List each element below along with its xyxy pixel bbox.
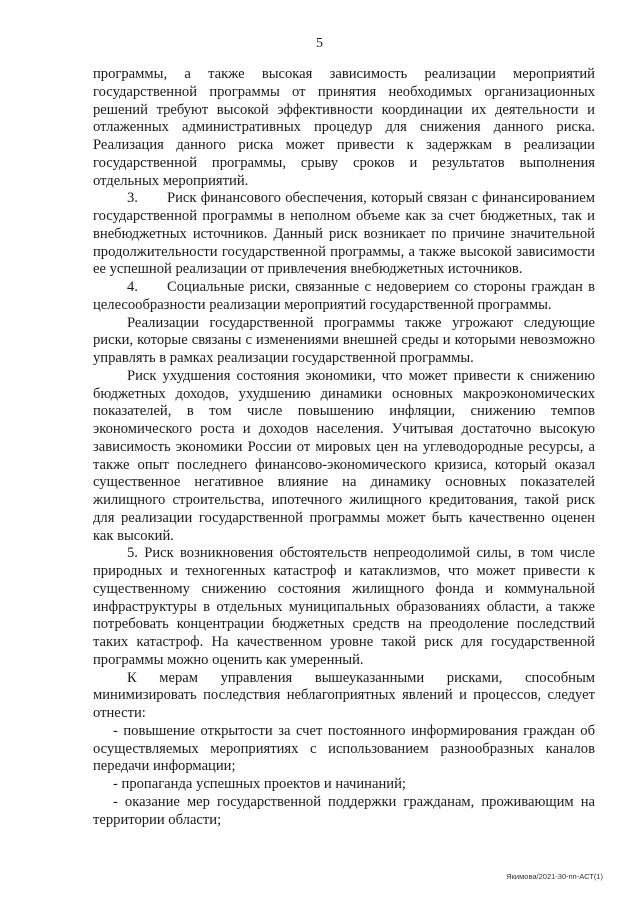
paragraph-text: Социальные риски, связанные с недоверием со стороны граждан в целесообразности реализации мероприятий государственной программы. (93, 279, 595, 313)
document-body (93, 66, 595, 829)
paragraph-risk-4 (93, 279, 595, 315)
item-number: 4. (127, 279, 138, 295)
paragraph-external-risks: Реализации государственной программы также угрожают следующие риски, которые связаны с изменениями внешней среды и которыми невозможно управлять в рамках реализации государственной программы. (93, 314, 595, 366)
paragraph-text: Риск финансового обеспечения, который связан с финансированием государственной программы в неполном объеме как за счет бюджетных, так и внебюджетных источников. Данный риск возникает по причине значительной продолжительности государственной программы, а также высокой зависимости ее успешной реализации от привлечения внебюджетных источников. (93, 190, 595, 278)
list-item-openness: - повышение открытости за счет постоянного информирования граждан об осуществляемых мероприятиях с использованием разнообразных каналов передачи информации; (93, 722, 595, 775)
list-item-state-support: - оказание мер государственной поддержки гражданам, проживающим на территории области; (93, 793, 595, 828)
paragraph-economy-risk: Риск ухудшения состояния экономики, что может привести к снижению бюджетных доходов, ухудшению динамики основных макроэкономических показателей, в том числе повышению инфляции, снижению темпов экономического роста и доходов населения. Учитывая достаточно высокую зависимость экономики России от мировых цен на углеводородные ресурсы, а также опыт последнего финансово-экономического кризиса, который оказал существенное негативное влияние на динамику основных показателей жилищного строительства, ипотечного жилищного кредитования, такой риск для реализации государственной программы может быть качественно оценен как высокий. (93, 367, 595, 544)
page-number: 5 (316, 36, 323, 51)
list-item-promotion: - пропаганда успешных проектов и начинаний; (113, 776, 406, 792)
paragraph-risk-measures: К мерам управления вышеуказанными рисками, способным минимизировать последствия неблагоприятных явлений и процессов, следует отнести: (93, 669, 595, 721)
paragraph-continuation: программы, а также высокая зависимость реализации мероприятий государственной программы от принятия необходимых организационных решений требуют высокой эффективности координации их деятельности и отлаженных административных процедур для снижения данного риска. Реализация данного риска может привести к задержкам в реализации государственной программы, срыву сроков и результатов выполнения отдельных мероприятий. (93, 66, 595, 189)
paragraph-force-majeure-risk: 5. Риск возникновения обстоятельств непреодолимой силы, в том числе природных и техногенных катастроф и катаклизмов, что может привести к существенному снижению состояния жилищного фонда и коммунальной инфраструктуры в отдельных муниципальных образованиях области, а также потребовать концентрации бюджетных средств на преодоление последствий таких катастроф. На качественном уровне такой риск для государственной программы можно оценить как умеренный. (93, 545, 595, 668)
item-number: 3. (127, 190, 138, 207)
document-code: Якимова/2021-30-пп-АСТ(1) (506, 872, 603, 881)
paragraph-risk-3 (93, 190, 595, 279)
